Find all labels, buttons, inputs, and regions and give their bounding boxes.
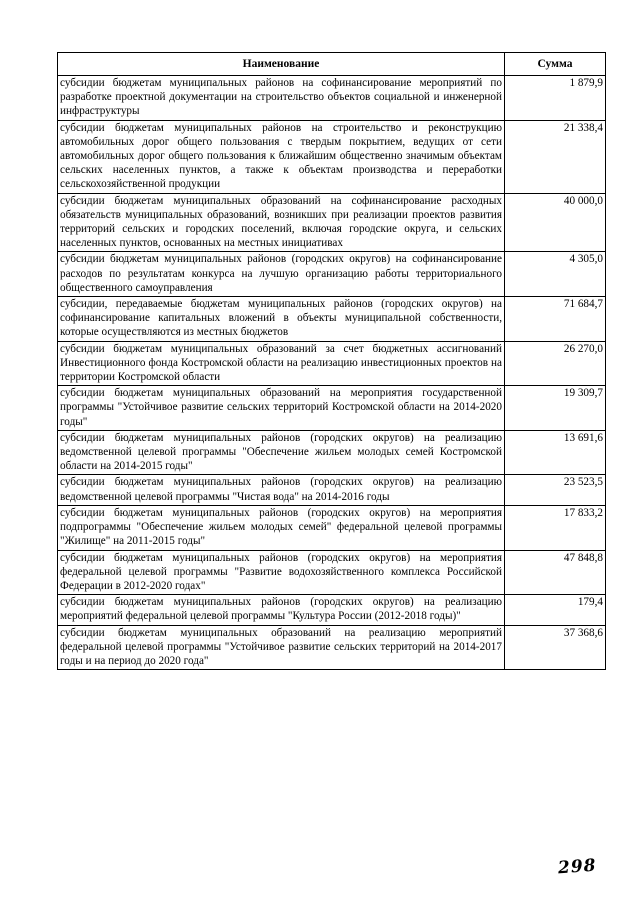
- table-row: [58, 625, 606, 670]
- table-row: [58, 193, 606, 252]
- row-name-cell: субсидии бюджетам муниципальных районов (городских округов) на софинансирование расходов по результатам конкурса на лучшую организацию работы территориального общественного самоуправления: [58, 252, 505, 297]
- row-name-cell: субсидии бюджетам муниципальных образований на реализацию мероприятий федеральной целевой программы "Устойчивое развитие сельских территорий на 2014-2017 годы и на период до 2020 года": [58, 625, 505, 670]
- row-sum-cell: 17 833,2: [505, 505, 606, 550]
- row-name-cell: субсидии бюджетам муниципальных образований на софинансирование расходных обязательств муниципальных образований, возникших при реализации проектов развития территорий сельских и городских поселений, включая городские округа, и сельских населенных пунктов, основанных на местных инициативах: [58, 193, 505, 252]
- table-row: [58, 475, 606, 505]
- table-row: [58, 297, 606, 342]
- table-body: [58, 76, 606, 670]
- table-row: [58, 430, 606, 475]
- row-sum-cell: 1 879,9: [505, 76, 606, 121]
- page-number: 298: [557, 855, 598, 879]
- row-sum-cell: 13 691,6: [505, 430, 606, 475]
- row-sum-cell: 47 848,8: [505, 550, 606, 595]
- table-row: [58, 120, 606, 193]
- row-name-cell: субсидии бюджетам муниципальных районов (городских округов) на реализацию мероприятий федеральной целевой программы "Культура России (2012-2018 годы)": [58, 595, 505, 625]
- row-sum-cell: 179,4: [505, 595, 606, 625]
- row-name-cell: субсидии бюджетам муниципальных районов на софинансирование мероприятий по разработке проектной документации на строительство объектов социальной и инженерной инфраструктуры: [58, 76, 505, 121]
- row-name-cell: субсидии, передаваемые бюджетам муниципальных районов (городских округов) на софинансирование капитальных вложений в объекты муниципальной собственности, которые осуществляются из местных бюджетов: [58, 297, 505, 342]
- row-sum-cell: 4 305,0: [505, 252, 606, 297]
- table-header-row: [58, 53, 606, 76]
- row-name-cell: субсидии бюджетам муниципальных районов на строительство и реконструкцию автомобильных дорог общего пользования с твердым покрытием, ведущих от сети автомобильных дорог общего пользования к ближайшим общественно значимым объектам сельских населенных пунктов, а также к объектам производства и переработки сельскохозяйственной продукции: [58, 120, 505, 193]
- row-name-cell: субсидии бюджетам муниципальных районов (городских округов) на реализацию ведомственной целевой программы "Чистая вода" на 2014-2016 годы: [58, 475, 505, 505]
- table-row: [58, 76, 606, 121]
- header-name: Наименование: [58, 53, 505, 76]
- table-row: [58, 595, 606, 625]
- row-sum-cell: 37 368,6: [505, 625, 606, 670]
- row-sum-cell: 26 270,0: [505, 341, 606, 386]
- row-name-cell: субсидии бюджетам муниципальных районов (городских округов) на мероприятия подпрограммы "Обеспечение жильем молодых семей" федеральной целевой программы "Жилище" на 2011-2015 годы": [58, 505, 505, 550]
- row-name-cell: субсидии бюджетам муниципальных районов (городских округов) на мероприятия федеральной целевой программы "Развитие водохозяйственного комплекса Российской Федерации в 2012-2020 годах": [58, 550, 505, 595]
- table-row: [58, 252, 606, 297]
- table-row: [58, 550, 606, 595]
- subsidies-table: [57, 52, 606, 670]
- header-sum: Сумма: [505, 53, 606, 76]
- row-sum-cell: 40 000,0: [505, 193, 606, 252]
- row-sum-cell: 21 338,4: [505, 120, 606, 193]
- row-name-cell: субсидии бюджетам муниципальных образований на мероприятия государственной программы "Устойчивое развитие сельских территорий Костромской области на 2014-2020 годы": [58, 386, 505, 431]
- table-row: [58, 386, 606, 431]
- table-row: [58, 341, 606, 386]
- row-name-cell: субсидии бюджетам муниципальных районов (городских округов) на реализацию ведомственной целевой программы "Обеспечение жильем молодых семей Костромской области на 2014-2015 годы": [58, 430, 505, 475]
- row-name-cell: субсидии бюджетам муниципальных образований за счет бюджетных ассигнований Инвестиционного фонда Костромской области на реализацию инвестиционных проектов на территории Костромской области: [58, 341, 505, 386]
- table-row: [58, 505, 606, 550]
- row-sum-cell: 19 309,7: [505, 386, 606, 431]
- row-sum-cell: 71 684,7: [505, 297, 606, 342]
- row-sum-cell: 23 523,5: [505, 475, 606, 505]
